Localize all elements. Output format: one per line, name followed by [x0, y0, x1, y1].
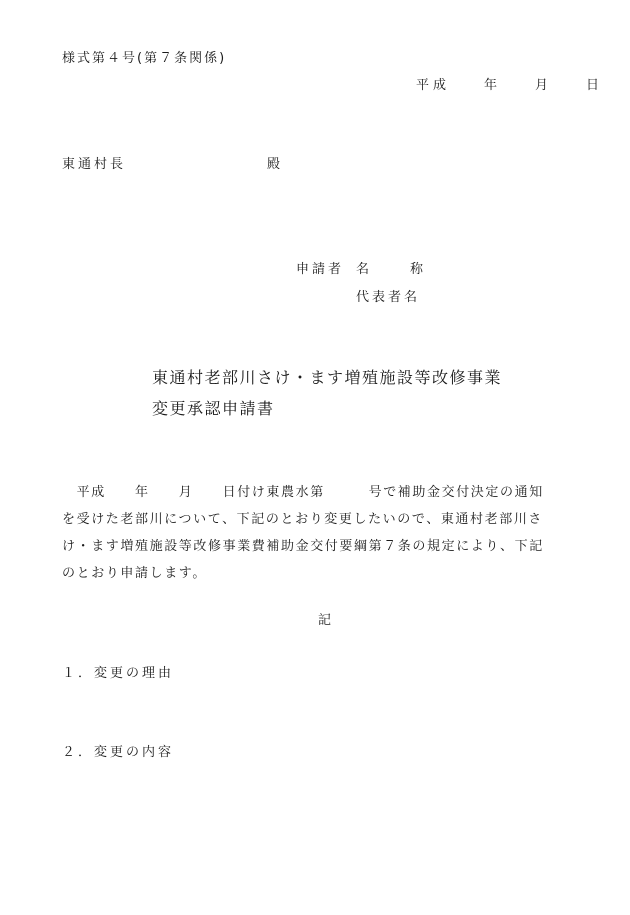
- addressee-honorific: 殿: [267, 157, 281, 172]
- body-line-4: のとおり申請します。: [62, 566, 207, 581]
- body-paragraph: [62, 479, 594, 587]
- document-title-line1: 東通村老部川さけ・ます増殖施設等改修事業: [152, 368, 503, 387]
- applicant-representative-label: 代表者名: [356, 290, 421, 305]
- document-title-line2: 変更承認申請書: [152, 399, 275, 418]
- item-change-reason: １．変更の理由: [62, 666, 175, 681]
- body-line-2: を受けた老部川について、下記のとおり変更したいので、東通村老部川さ: [62, 512, 544, 527]
- applicant-label: 申請者: [296, 262, 345, 277]
- applicant-name-label: 名 称: [356, 262, 429, 277]
- form-number: 様式第４号(第７条関係): [62, 51, 227, 66]
- ki-heading: 記: [318, 613, 332, 628]
- date-line: 平成 年 月 日: [416, 78, 604, 93]
- addressee-name: 東通村長: [62, 157, 127, 172]
- item-change-content: ２．変更の内容: [62, 745, 175, 760]
- body-line-1: 平成 年 月 日付け東農水第 号で補助金交付決定の通知: [62, 485, 544, 500]
- body-line-3: け・ます増殖施設等改修事業費補助金交付要綱第７条の規定により、下記: [62, 539, 544, 554]
